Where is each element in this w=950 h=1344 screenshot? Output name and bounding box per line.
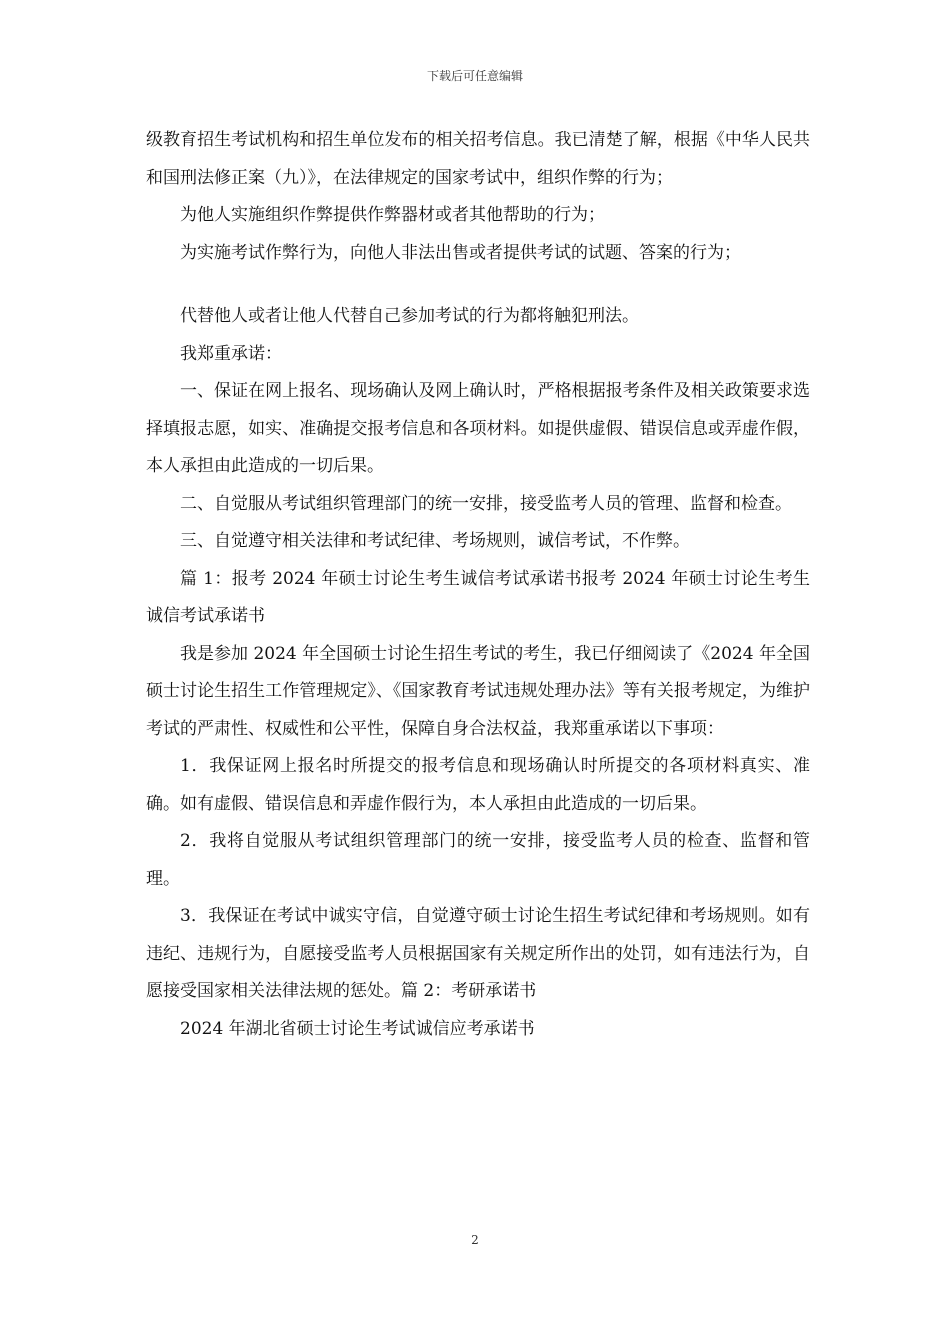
paragraph-11: 1．我保证网上报名时所提交的报考信息和现场确认时所提交的各项材料真实、准确。如有虚假、错误信息和弄虚作假行为，本人承担由此造成的一切后果。 xyxy=(146,756,810,814)
document-body xyxy=(146,122,810,1048)
paragraph-13: 3．我保证在考试中诚实守信，自觉遵守硕士讨论生招生考试纪律和考场规则。如有违纪、违规行为，自愿接受监考人员根据国家有关规定所作出的处罚，如有违法行为，自愿接受国家相关法律法规的惩处。篇 2：考研承诺书 xyxy=(146,906,810,1001)
paragraph-6: 一、保证在网上报名、现场确认及网上确认时，严格根据报考条件及相关政策要求选择填报志愿，如实、准确提交报考信息和各项材料。如提供虚假、错误信息或弄虚作假，本人承担由此造成的一切后果。 xyxy=(146,381,810,476)
paragraph-5: 我郑重承诺： xyxy=(180,343,282,364)
paragraph-14: 2024 年湖北省硕士讨论生考试诚信应考承诺书 xyxy=(180,1018,535,1039)
paragraph-3: 为实施考试作弊行为，向他人非法出售或者提供考试的试题、答案的行为； xyxy=(180,242,741,263)
paragraph-gap xyxy=(146,272,810,298)
page-number: 2 xyxy=(471,1233,479,1247)
paragraph-7: 二、自觉服从考试组织管理部门的统一安排，接受监考人员的管理、监督和检查。 xyxy=(180,493,792,514)
paragraph-2: 为他人实施组织作弊提供作弊器材或者其他帮助的行为； xyxy=(180,205,605,225)
paragraph-1: 级教育招生考试机构和招生单位发布的相关招考信息。我已清楚了解，根据《中华人民共和国刑法修正案（九）》，在法律规定的国家考试中，组织作弊的行为； xyxy=(146,130,810,188)
paragraph-9: 篇 1：报考 2024 年硕士讨论生考生诚信考试承诺书报考 2024 年硕士讨论生考生诚信考试承诺书 xyxy=(146,568,810,626)
paragraph-8: 三、自觉遵守相关法律和考试纪律、考场规则，诚信考试，不作弊。 xyxy=(180,531,690,551)
paragraph-12: 2．我将自觉服从考试组织管理部门的统一安排，接受监考人员的检查、监督和管理。 xyxy=(146,831,810,889)
paragraph-4: 代替他人或者让他人代替自己参加考试的行为都将触犯刑法。 xyxy=(180,306,639,326)
paragraph-10: 我是参加 2024 年全国硕士讨论生招生考试的考生，我已仔细阅读了《2024 年全国硕士讨论生招生工作管理规定》、《国家教育考试违规处理办法》等有关报考规定，为维护考试的严肃性、权威性和公平性，保障自身合法权益，我郑重承诺以下事项： xyxy=(146,643,810,739)
page-header: 下载后可任意编辑 xyxy=(426,69,523,83)
